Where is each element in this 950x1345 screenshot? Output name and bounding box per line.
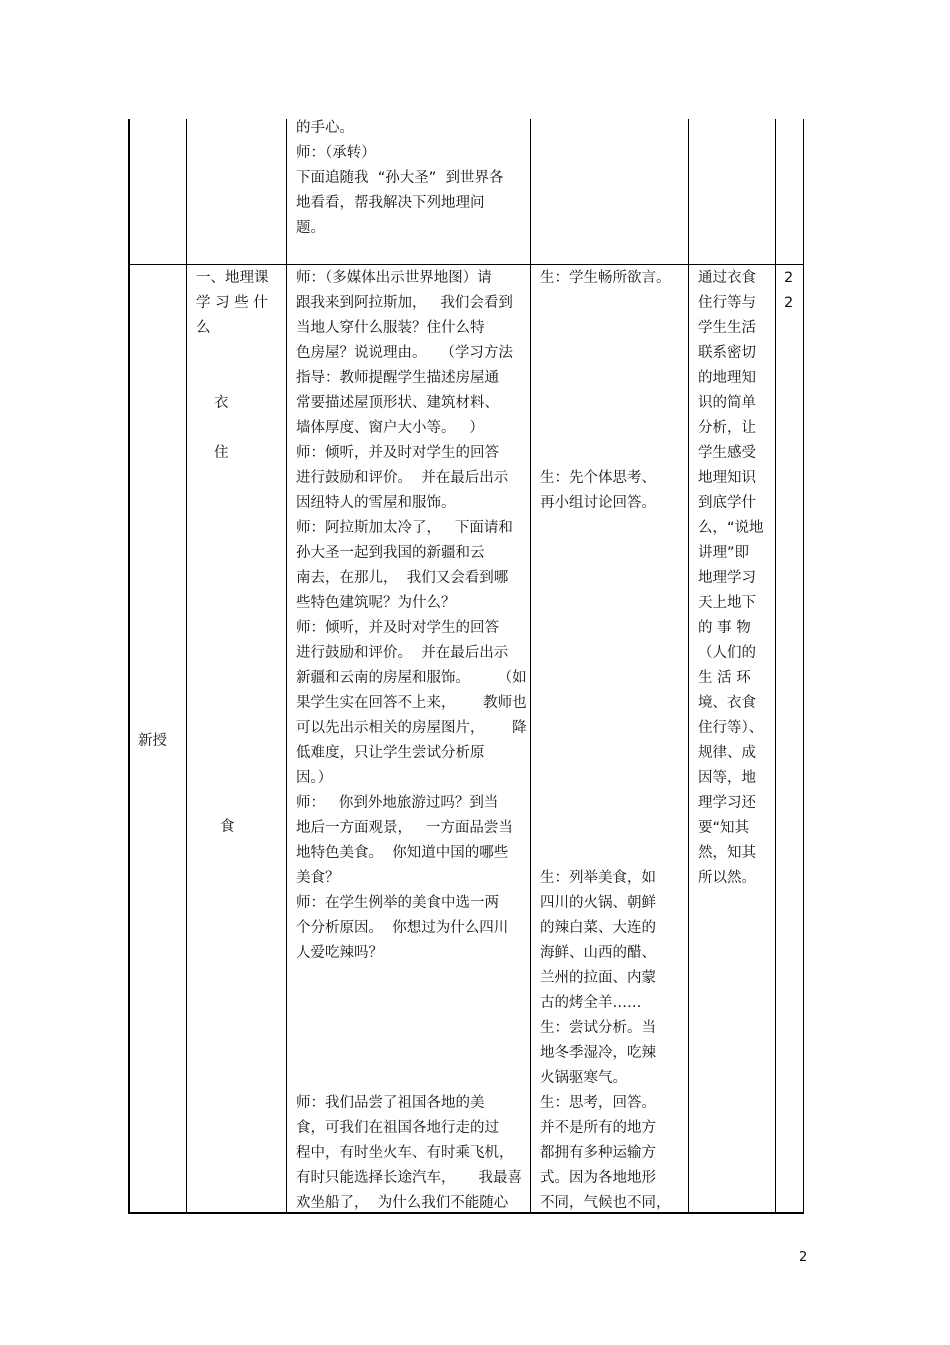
- section-heading-line: 一、地理课: [196, 270, 269, 286]
- text-line: 不同，气候也不同，: [540, 1195, 671, 1211]
- text-line: 天上地下: [698, 595, 756, 611]
- text-line: 分析，让: [698, 420, 756, 436]
- text-line: 生：尝试分析。当: [540, 1020, 656, 1036]
- text-line: 生：先个体思考、: [540, 470, 656, 486]
- text-line: 地特色美食。 你知道中国的哪些: [296, 845, 509, 861]
- text-line: （人们的: [698, 645, 756, 661]
- text-line: 住行等与: [698, 295, 756, 311]
- text-line: 进行鼓励和评价。 并在最后出示: [296, 470, 509, 486]
- text-line: 师：阿拉斯加太冷了， 下面请和: [296, 520, 513, 536]
- text-line: 师：在学生例举的美食中选一两: [296, 895, 499, 911]
- text-line: 程中，有时坐火车、有时乘飞机，: [296, 1145, 514, 1161]
- text-line: 然，知其: [698, 845, 756, 861]
- text-line: 规律、成: [698, 745, 756, 761]
- text-line: 南去，在那儿， 我们又会看到哪: [296, 570, 509, 586]
- text-line: 古的烤全羊……: [540, 995, 642, 1011]
- text-line: 师：倾听，并及时对学生的回答: [296, 445, 499, 461]
- text-line: 识的简单: [698, 395, 756, 411]
- text-line: 师：倾听，并及时对学生的回答: [296, 620, 499, 636]
- text-line: 有时只能选择长途汽车， 我最喜: [296, 1170, 523, 1186]
- text-line: 住行等）、: [698, 720, 764, 736]
- text-line: 要“知其: [698, 820, 750, 836]
- text-line: 联系密切: [698, 345, 756, 361]
- text-line: 题。: [296, 220, 325, 236]
- text-line: 跟我来到阿拉斯加， 我们会看到: [296, 295, 513, 311]
- text-line: 低难度，只让学生尝试分析原: [296, 745, 485, 761]
- text-line: 新疆和云南的房屋和服饰。 （如: [296, 670, 527, 686]
- text-line: 因纽特人的雪屋和服饰。: [296, 495, 456, 511]
- text-line: 的辣白菜、大连的: [540, 920, 656, 936]
- text-line: 海鲜、山西的醋、: [540, 945, 656, 961]
- text-line: 因。）: [296, 770, 333, 786]
- section-item-food: 食: [220, 819, 235, 835]
- text-line: 欢坐船了， 为什么我们不能随心: [296, 1195, 509, 1211]
- text-line: 师： 你到外地旅游过吗？到当: [296, 795, 499, 811]
- text-line: 食，可我们在祖国各地行走的过: [296, 1120, 499, 1136]
- text-line: 地后一方面观景， 一方面品尝当: [296, 820, 513, 836]
- table-divider-1: [186, 119, 187, 1214]
- section-item-clothing: 衣: [214, 395, 229, 411]
- text-line: 理学习还: [698, 795, 756, 811]
- text-line: 孙大圣一起到我国的新疆和云: [296, 545, 485, 561]
- page-number: 2: [799, 1250, 808, 1265]
- table-divider-4: [688, 119, 689, 1214]
- text-line: 色房屋？说说理由。 （学习方法: [296, 345, 513, 361]
- text-line: 地看看，帮我解决下列地理问: [296, 195, 485, 211]
- text-line: 进行鼓励和评价。 并在最后出示: [296, 645, 509, 661]
- text-line: 生：列举美食，如: [540, 870, 656, 886]
- text-line: 的 事 物: [698, 620, 751, 636]
- text-line: 人爱吃辣吗？: [296, 945, 383, 961]
- text-line: 下面追随我 “孙大圣” 到世界各: [296, 170, 504, 186]
- text-line: 火锅驱寒气。: [540, 1070, 627, 1086]
- text-line: 学生感受: [698, 445, 756, 461]
- text-line: 到底学什: [698, 495, 756, 511]
- text-line: 生：学生畅所欲言。: [540, 270, 671, 286]
- section-heading-line: 学 习 些 什: [196, 295, 268, 311]
- text-line: 都拥有多种运输方: [540, 1145, 656, 1161]
- text-line: 讲理”即: [698, 545, 750, 561]
- text-line: 当地人穿什么服装？住什么特: [296, 320, 485, 336]
- text-line: 再小组讨论回答。: [540, 495, 656, 511]
- text-line: 师：（多媒体出示世界地图）请: [296, 270, 492, 286]
- text-line: 地理知识: [698, 470, 756, 486]
- text-line: 的手心。: [296, 120, 354, 136]
- time-value: 2: [784, 295, 794, 311]
- text-line: 式。因为各地地形: [540, 1170, 656, 1186]
- table-divider-3: [530, 119, 531, 1214]
- text-line: 果学生实在回答不上来， 教师也: [296, 695, 527, 711]
- text-line: 师：我们品尝了祖国各地的美: [296, 1095, 485, 1111]
- text-line: 么，“说地: [698, 520, 764, 536]
- text-line: 兰州的拉面、内蒙: [540, 970, 656, 986]
- text-line: 些特色建筑呢？为什么？: [296, 595, 456, 611]
- table-divider-2: [286, 119, 287, 1214]
- table-border-left: [128, 119, 130, 1214]
- text-line: 四川的火锅、朝鲜: [540, 895, 656, 911]
- stage-label: 新授: [138, 733, 167, 749]
- text-line: 因等，地: [698, 770, 756, 786]
- text-line: 美食？: [296, 870, 340, 886]
- text-line: 的地理知: [698, 370, 756, 386]
- section-heading-line: 么: [196, 320, 211, 336]
- text-line: 个分析原因。 你想过为什么四川: [296, 920, 509, 936]
- text-line: 墙体厚度、窗户大小等。 ）: [296, 420, 484, 436]
- text-line: 生 活 环: [698, 670, 751, 686]
- table-border-right: [803, 119, 804, 1214]
- text-line: 生：思考，回答。: [540, 1095, 656, 1111]
- text-line: 可以先出示相关的房屋图片， 降: [296, 720, 527, 736]
- time-value: 2: [784, 270, 794, 286]
- text-line: 常要描述屋顶形状、建筑材料、: [296, 395, 499, 411]
- table-divider-5: [775, 119, 776, 1214]
- text-line: 师：（承转）: [296, 145, 376, 161]
- text-line: 境、衣食: [698, 695, 756, 711]
- section-item-housing: 住: [214, 445, 229, 461]
- text-line: 所以然。: [698, 870, 756, 886]
- text-line: 通过衣食: [698, 270, 756, 286]
- text-line: 并不是所有的地方: [540, 1120, 656, 1136]
- text-line: 指导：教师提醒学生描述房屋通: [296, 370, 499, 386]
- text-line: 地理学习: [698, 570, 756, 586]
- text-line: 学生生活: [698, 320, 756, 336]
- text-line: 地冬季湿冷，吃辣: [540, 1045, 656, 1061]
- row-divider: [128, 264, 804, 265]
